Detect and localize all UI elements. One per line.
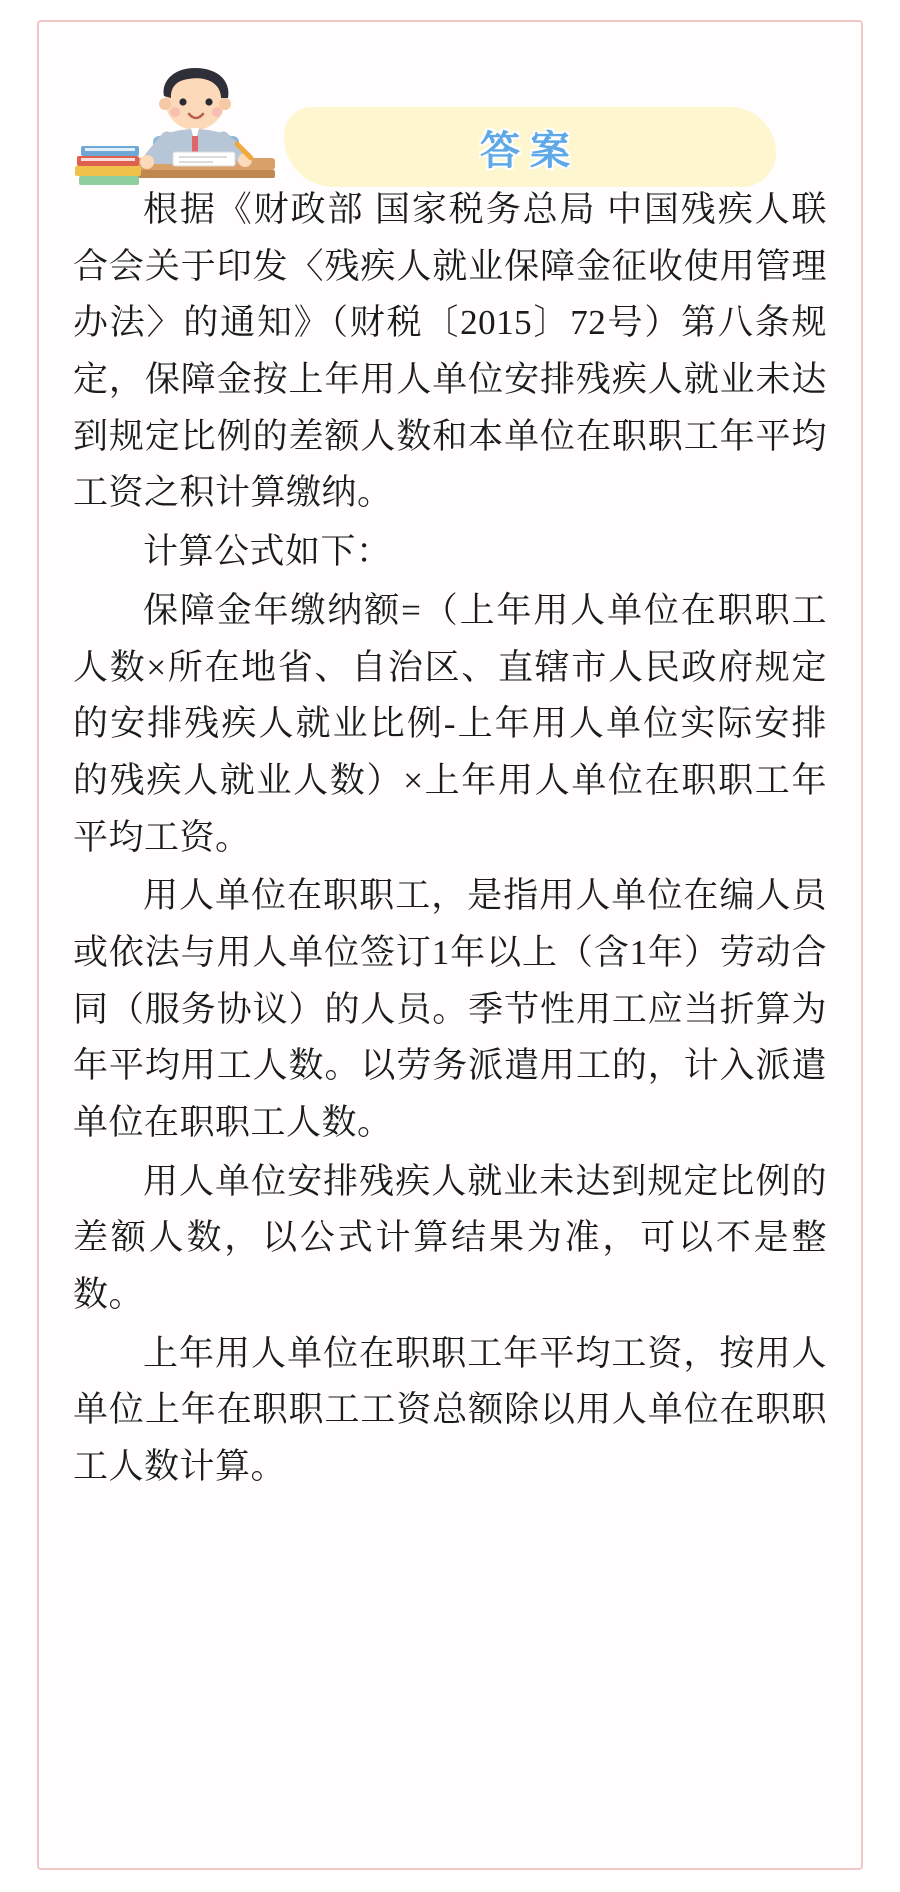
answer-body — [39, 22, 861, 1538]
paragraph: 计算公式如下： — [143, 532, 392, 572]
answer-banner-label: 答案 — [480, 128, 580, 173]
paragraph: 用人单位在职职工，是指用人单位在编人员或依法与用人单位签订1年以上（含1年）劳动合同（服务协议）的人员。季节性用工应当折算为年平均用工人数。以劳务派遣用工的，计入派遣单位在职职工人数。 — [73, 876, 827, 1142]
student-studying-illustration — [61, 40, 301, 200]
paragraph: 保障金年缴纳额=（上年用人单位在职职工人数×所在地省、自治区、直辖市人民政府规定的安排残疾人就业比例-上年用人单位实际安排的残疾人就业人数）×上年用人单位在职职工年平均工资。 — [73, 590, 827, 857]
paragraph: 上年用人单位在职职工年平均工资，按用人单位上年在职职工工资总额除以用人单位在职职工人数计算。 — [73, 1333, 827, 1487]
answer-card — [37, 20, 863, 1870]
paragraph: 根据《财政部 国家税务总局 中国残疾人联合会关于印发〈残疾人就业保障金征收使用管理办法〉的通知》（财税〔2015〕72号）第八条规定，保障金按上年用人单位安排残疾人就业未达到规定比例的差额人数和本单位在职职工年平均工资之积计算缴纳。 — [73, 190, 827, 513]
paragraph: 用人单位安排残疾人就业未达到规定比例的差额人数，以公式计算结果为准，可以不是整数。 — [73, 1161, 827, 1315]
answer-text-block — [73, 182, 827, 1496]
